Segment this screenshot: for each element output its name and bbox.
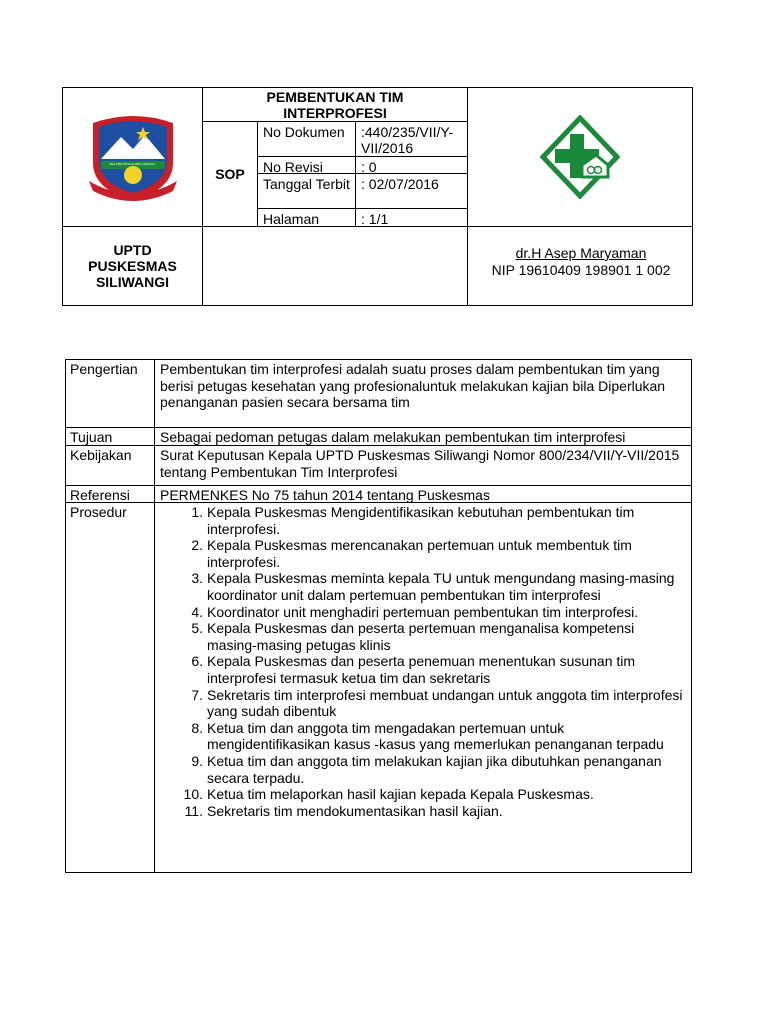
row-text-tujuan: Sebagai pedoman petugas dalam melakukan pembentukan tim interprofesi [160, 429, 626, 445]
meta-value-tanggal-terbit: : 02/07/2016 [355, 173, 468, 209]
procedure-step: 8. Ketua tim dan anggota tim mengadakan pertemuan untuk mengidentifikasikan kasus -kasus yang memerlukan penanganan terpadu [191, 719, 664, 753]
procedure-list [155, 504, 687, 819]
procedure-step: 5. Kepala Puskesmas dan peserta pertemuan menganalisa kompetensi masing-masing petugas klinis [191, 620, 635, 653]
procedure-steps [155, 504, 687, 819]
document-title: PEMBENTUKAN TIM INTERPROFESI [202, 87, 468, 122]
puskesmas-logo-icon [538, 115, 622, 199]
blank-cell [202, 226, 468, 306]
procedure-step: 11. Sekretaris tim mendokumentasikan hasil kajian. [184, 802, 503, 819]
procedure-step: 6. Kepala Puskesmas dan peserta penemuan menentukan susunan tim interprofesi termasuk ketua tim dan sekretaris [191, 653, 636, 686]
sop-label: SOP [202, 121, 258, 227]
procedure-step: 7. Sekretaris tim interprofesi membuat undangan untuk anggota tim interprofesi yang sudah dibentuk [191, 686, 683, 720]
procedure-step: 1. Kepala Puskesmas Mengidentifikasikan kebutuhan pembentukan tim interprofesi. [191, 504, 635, 537]
regency-logo-cell [62, 87, 203, 227]
signer-nip: NIP 19610409 198901 1 002 [491, 262, 671, 278]
signer-name: dr.H Asep Maryaman [515, 245, 647, 261]
row-text-kebijakan: Surat Keputusan Kepala UPTD Puskesmas Siliwangi Nomor 800/234/VII/Y-VII/2015 tentang Pembentukan Tim Interprofesi [160, 447, 680, 480]
meta-label-tanggal-terbit: Tanggal Terbit [257, 173, 356, 209]
meta-label-no-dokumen: No Dokumen [257, 121, 356, 157]
procedure-step: 2. Kepala Puskesmas merencanakan pertemuan untuk membentuk tim interprofesi. [191, 537, 632, 570]
puskesmas-logo-cell [467, 87, 693, 227]
row-text-referensi: PERMENKES No 75 tahun 2014 tentang Puskesmas [160, 487, 490, 503]
procedure-step: 9. Ketua tim dan anggota tim melakukan kajian jika dibutuhkan penanganan secara terpadu. [191, 752, 662, 786]
content-table [65, 359, 692, 873]
meta-value-no-revisi: : 0 [355, 156, 468, 174]
header-table [62, 87, 693, 306]
row-text-pengertian: Pembentukan tim interprofesi adalah suatu proses dalam pembentukan tim yang berisi petugas kesehatan yang profesionaluntuk melakukan kajian bila Diperlukan penanganan pasien secara bersama tim [160, 361, 666, 410]
signer-cell [467, 226, 693, 306]
regency-motto: SEA PRAYITNA ALOPA UNGGAH [109, 162, 155, 166]
row-label-tujuan: Tujuan [70, 429, 113, 445]
organization-name: UPTD PUSKESMAS SILIWANGI [62, 226, 203, 306]
procedure-step: 4. Koordinator unit menghadiri pertemuan pembentukan tim interprofesi. [191, 603, 639, 620]
row-label-referensi: Referensi [70, 487, 130, 503]
meta-label-no-revisi: No Revisi [257, 156, 356, 174]
row-label-prosedur: Prosedur [70, 504, 127, 520]
row-label-kebijakan: Kebijakan [70, 447, 132, 463]
regency-crest-icon [83, 111, 183, 203]
meta-value-no-dokumen: :440/235/VII/Y-VII/2016 [355, 121, 468, 157]
row-label-pengertian: Pengertian [70, 361, 138, 377]
meta-label-halaman: Halaman [257, 208, 356, 227]
procedure-step: 3. Kepala Puskesmas meminta kepala TU untuk mengundang masing-masing koordinator unit dalam pertemuan pembentukan tim interprofesi [191, 570, 675, 603]
meta-value-halaman: : 1/1 [355, 208, 468, 227]
procedure-step: 10. Ketua tim melaporkan hasil kajian kepada Kepala Puskesmas. [183, 786, 594, 803]
